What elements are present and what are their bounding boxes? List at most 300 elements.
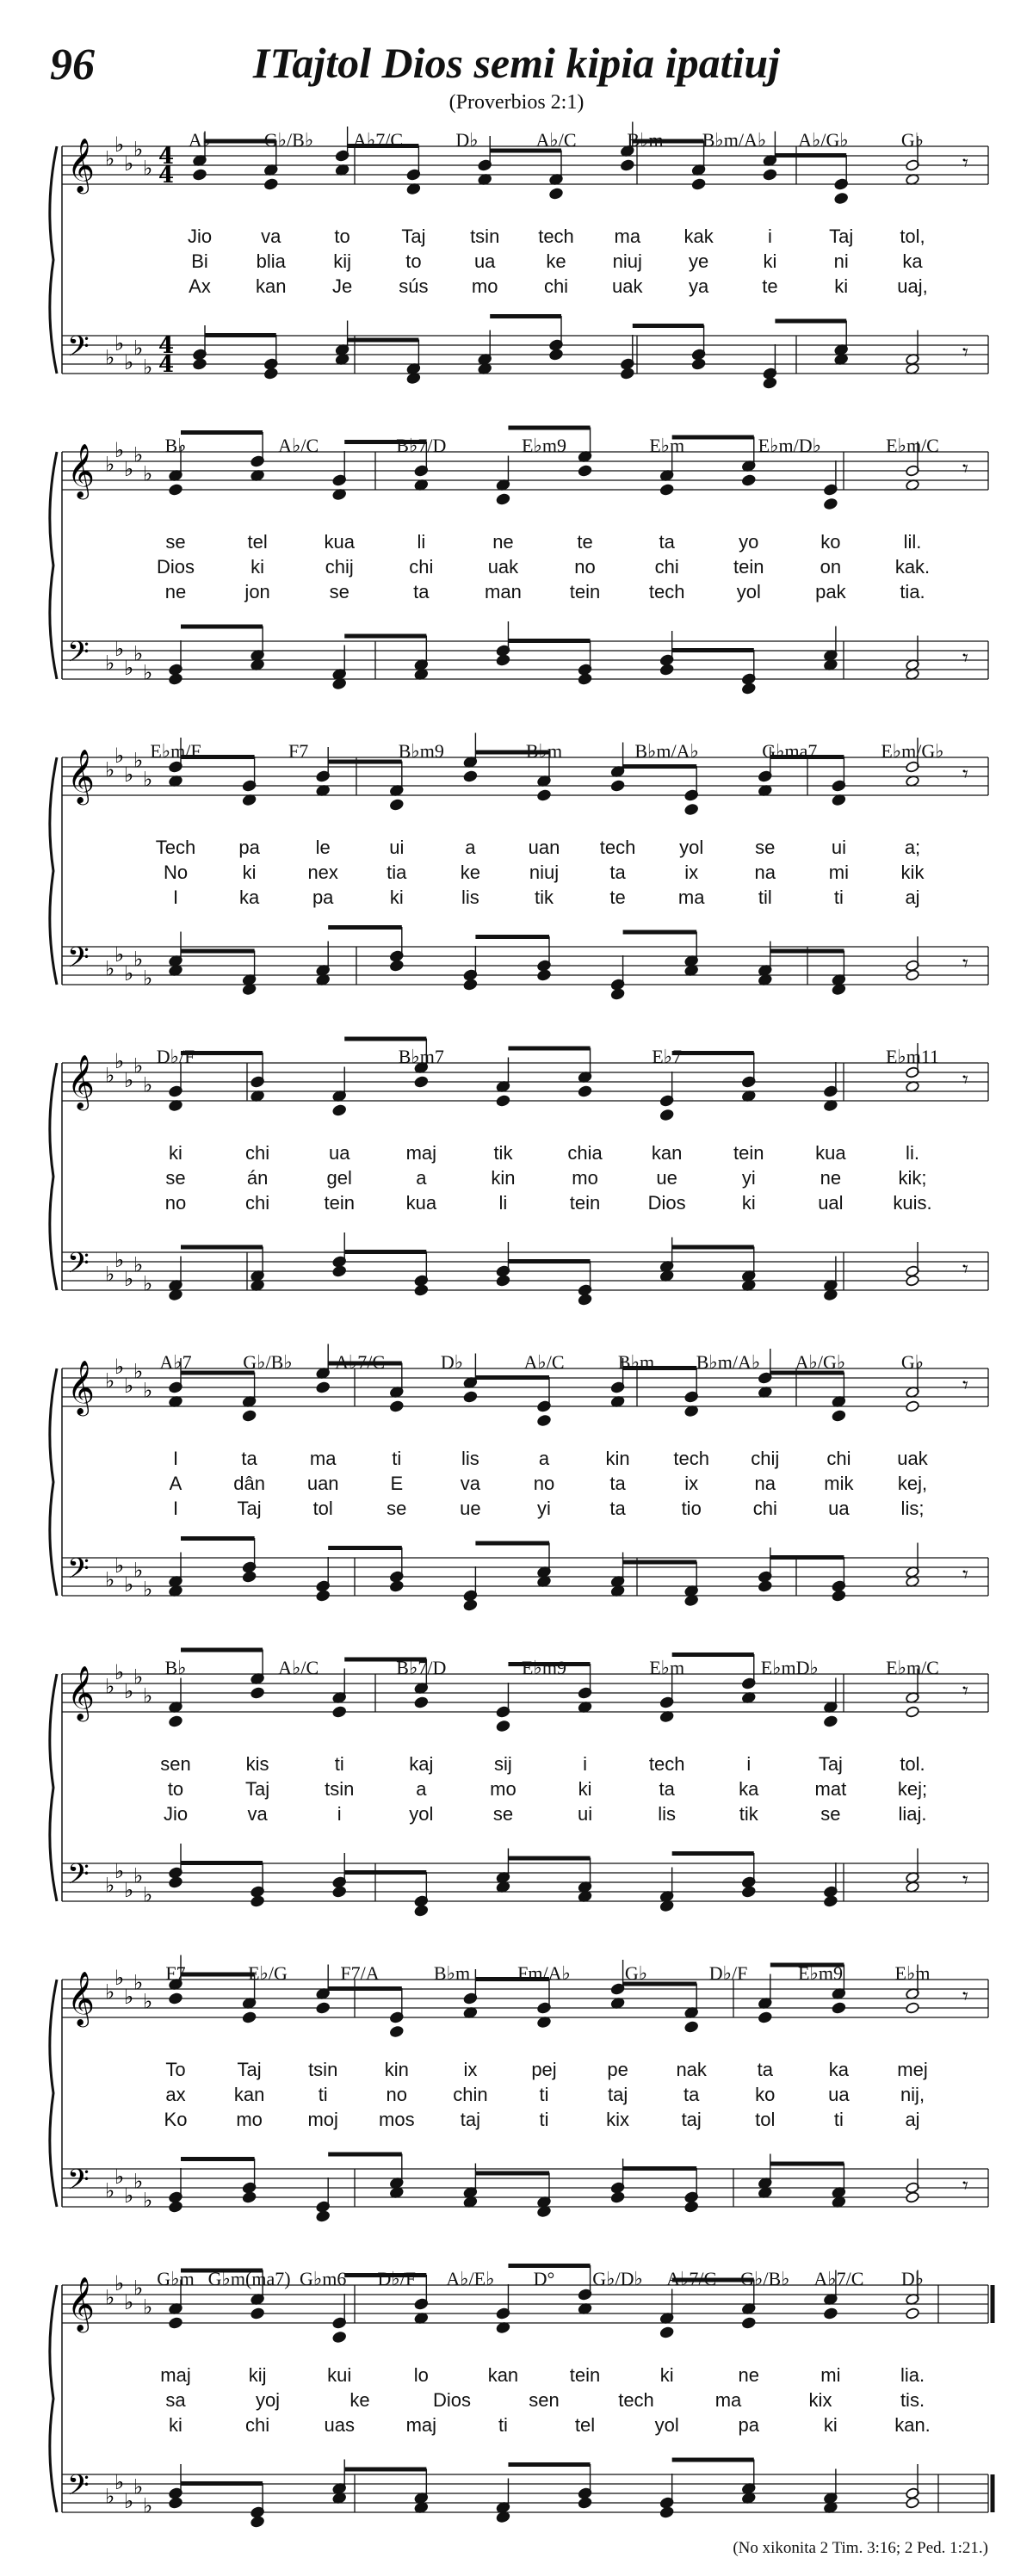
lyric-syllable: moj <box>307 2109 338 2130</box>
lyric-syllable: pa <box>738 2414 760 2436</box>
svg-text:♭: ♭ <box>143 461 153 486</box>
lyric-syllable: taj <box>460 2109 481 2130</box>
chord-symbol: F7 <box>165 1962 186 1984</box>
svg-text:♭: ♭ <box>143 660 153 685</box>
svg-text:♭: ♭ <box>133 1970 144 1995</box>
lyric-syllable: Bi <box>191 250 208 272</box>
lyric-syllable: yol <box>679 837 704 858</box>
lyric-syllable: chi <box>826 1448 851 1469</box>
lyric-syllable: tech <box>538 225 574 247</box>
chord-symbol: A♭/G♭ <box>798 129 849 151</box>
lyric-syllable: a <box>465 837 476 858</box>
chord-symbol: A♭/C <box>278 435 319 456</box>
lyric-syllable: uak <box>612 275 643 297</box>
lyric-syllable: chi <box>654 556 679 578</box>
lyric-syllable: nak <box>676 2059 707 2080</box>
chord-symbol: G♭ <box>900 1351 925 1373</box>
lyric-syllable: kak. <box>894 556 931 578</box>
svg-text:♭: ♭ <box>143 1072 153 1097</box>
lyric-syllable: kik <box>900 862 925 883</box>
chord-symbol: G♭/B♭ <box>740 2268 790 2289</box>
lyric-syllable: ti <box>539 2084 549 2105</box>
bass-clef-icon: 𝄢 <box>67 2469 90 2509</box>
lyric-syllable: ki <box>169 1142 182 1164</box>
lyric-syllable: uan <box>306 1473 339 1494</box>
svg-text:♭: ♭ <box>133 1665 144 1690</box>
bass-clef-icon: 𝄢 <box>67 636 90 676</box>
lyric-syllable: se <box>820 1803 841 1825</box>
eighth-rest-icon: 𝄾 <box>962 1067 968 1093</box>
lyric-syllable: a; <box>904 837 921 858</box>
chord-symbol: A♭/C <box>523 1351 565 1373</box>
svg-text:♭: ♭ <box>105 1368 115 1393</box>
svg-text:♭: ♭ <box>124 2290 134 2314</box>
svg-text:♭: ♭ <box>133 1053 144 1078</box>
eighth-rest-icon: 𝄾 <box>962 951 968 977</box>
lyric-syllable: Taj <box>818 1753 843 1775</box>
svg-text:♭: ♭ <box>114 1660 125 1684</box>
lyric-syllable: chi <box>245 2414 270 2436</box>
chord-symbol: B♭ <box>164 1657 187 1678</box>
eighth-rest-icon: 𝄾 <box>962 2173 968 2199</box>
eighth-rest-icon: 𝄾 <box>962 1678 968 1704</box>
svg-text:♭: ♭ <box>143 2188 153 2213</box>
chord-symbol: E♭m9 <box>798 1962 843 1984</box>
svg-text:♭: ♭ <box>114 2165 125 2189</box>
lyric-syllable: dân <box>233 1473 265 1494</box>
svg-text:♭: ♭ <box>133 1558 144 1583</box>
chord-symbol: G♭ <box>624 1962 648 1984</box>
lyric-syllable: kua <box>324 531 355 553</box>
lyric-syllable: kan. <box>894 2414 931 2436</box>
svg-text:♭: ♭ <box>124 151 134 176</box>
lyric-syllable: tein <box>324 1192 355 1214</box>
lyric-syllable: No <box>163 862 189 883</box>
lyric-syllable: ma <box>614 225 641 247</box>
lyric-syllable: ti <box>498 2414 508 2436</box>
lyric-syllable: maj <box>405 2414 437 2436</box>
lyric-syllable: ya <box>688 275 709 297</box>
lyric-syllable: ta <box>413 581 430 602</box>
svg-text:♭: ♭ <box>114 438 125 462</box>
svg-text:♭: ♭ <box>124 1374 134 1398</box>
lyric-syllable: án <box>246 1167 269 1189</box>
lyric-syllable: chij <box>751 1448 780 1469</box>
lyric-syllable: til <box>758 886 772 908</box>
svg-text:♭: ♭ <box>105 757 115 782</box>
chord-symbol: A♭7/C <box>334 1351 386 1373</box>
lyric-syllable: ti <box>539 2109 549 2130</box>
lyric-syllable: ne <box>492 531 514 553</box>
chord-symbol: G♭ <box>900 129 925 151</box>
svg-text:♭: ♭ <box>105 1873 115 1898</box>
lyric-syllable: kij <box>248 2364 267 2386</box>
lyric-syllable: tis. <box>900 2389 925 2411</box>
lyric-syllable: ne <box>164 581 187 602</box>
lyric-syllable: pa <box>312 886 334 908</box>
svg-text:♭: ♭ <box>105 146 115 171</box>
chord-symbol: E♭m11 <box>885 1046 940 1067</box>
lyric-syllable: I <box>172 1498 179 1519</box>
lyric-syllable: le <box>315 837 331 858</box>
lyric-syllable: ka <box>739 1778 759 1800</box>
treble-clef-icon: 𝄞 <box>67 1971 95 2025</box>
chord-symbol: B♭m9 <box>398 740 444 762</box>
system-4 <box>50 1037 988 1307</box>
lyric-syllable: na <box>754 862 776 883</box>
lyric-syllable: tio <box>681 1498 702 1519</box>
lyric-syllable: ta <box>757 2059 773 2080</box>
lyric-syllable: sen <box>160 1753 191 1775</box>
lyric-syllable: tol, <box>900 225 925 247</box>
chord-symbol: B♭m <box>617 1351 655 1373</box>
lyric-syllable: aj <box>905 886 920 908</box>
chord-symbol: B♭m <box>525 740 563 762</box>
lyric-syllable: ma <box>677 886 705 908</box>
svg-text:♭: ♭ <box>133 748 144 773</box>
lyric-syllable: man <box>485 581 522 602</box>
svg-text:♭: ♭ <box>133 1252 144 1277</box>
treble-clef-icon: 𝄞 <box>67 1360 95 1414</box>
lyric-syllable: Jio <box>187 225 213 247</box>
lyric-syllable: tik <box>493 1142 513 1164</box>
lyric-syllable: aj <box>905 2109 920 2130</box>
lyric-syllable: kui <box>327 2364 352 2386</box>
treble-clef-icon: 𝄞 <box>67 2276 95 2331</box>
svg-text:♭: ♭ <box>114 1049 125 1073</box>
lyric-syllable: a <box>416 1167 427 1189</box>
lyric-syllable: tol <box>312 1498 333 1519</box>
lyric-syllable: sij <box>494 1753 512 1775</box>
svg-text:♭: ♭ <box>124 457 134 481</box>
lyric-syllable: i <box>767 225 772 247</box>
chord-symbol: B♭m/A♭ <box>702 129 767 151</box>
lyric-syllable: tel <box>247 531 268 553</box>
lyric-syllable: sen <box>529 2389 560 2411</box>
lyric-syllable: yo <box>739 531 759 553</box>
lyric-syllable: Ko <box>164 2109 188 2130</box>
lyric-syllable: kua <box>405 1192 437 1214</box>
lyric-syllable: kix <box>606 2109 630 2130</box>
lyric-syllable: se <box>329 581 349 602</box>
lyric-syllable: se <box>755 837 776 858</box>
svg-text:♭: ♭ <box>124 2184 134 2208</box>
treble-clef-icon: 𝄞 <box>67 443 95 497</box>
lyric-syllable: tik <box>535 886 554 908</box>
lyric-syllable: E <box>390 1473 404 1494</box>
system-8 <box>50 2264 993 2528</box>
lyric-syllable: ki <box>251 556 265 578</box>
lyric-syllable: ki <box>741 1192 756 1214</box>
lyric-syllable: ta <box>241 1448 257 1469</box>
lyric-syllable: chia <box>567 1142 603 1164</box>
chord-symbol: B♭m/A♭ <box>634 740 699 762</box>
lyric-syllable: ui <box>831 837 846 858</box>
chord-symbol: B♭m <box>433 1962 471 1984</box>
lyric-syllable: ne <box>820 1167 842 1189</box>
lyric-syllable: tsin <box>308 2059 338 2080</box>
svg-text:♭: ♭ <box>124 2489 134 2513</box>
lyric-syllable: mo <box>572 1167 598 1189</box>
lyric-syllable: ma <box>309 1448 337 1469</box>
chord-symbol: E♭m/F <box>150 740 201 762</box>
eighth-rest-icon: 𝄾 <box>962 456 968 482</box>
lyric-syllable: on <box>820 556 842 578</box>
eighth-rest-icon: 𝄾 <box>962 340 968 366</box>
svg-text:♭: ♭ <box>133 1359 144 1384</box>
svg-text:♭: ♭ <box>143 767 153 792</box>
lyric-syllable: tsin <box>470 225 500 247</box>
lyric-syllable: tein <box>569 2364 601 2386</box>
svg-text:♭: ♭ <box>105 2285 115 2310</box>
chord-symbol: E♭m/G♭ <box>881 740 944 762</box>
lyric-syllable: lis <box>658 1803 677 1825</box>
lyric-syllable: kaj <box>409 1753 434 1775</box>
svg-text:♭: ♭ <box>114 1859 125 1883</box>
lyric-syllable: pak <box>815 581 846 602</box>
lyric-syllable: ki <box>578 1778 592 1800</box>
lyric-syllable: to <box>334 225 350 247</box>
lyric-syllable: ue <box>460 1498 481 1519</box>
lyric-syllable: pa <box>238 837 260 858</box>
bass-clef-icon: 𝄢 <box>67 330 90 370</box>
lyric-syllable: tech <box>618 2389 654 2411</box>
svg-text:♭: ♭ <box>124 1068 134 1092</box>
chord-symbol: A♭ <box>188 129 212 151</box>
lyric-syllable: Dios <box>647 1192 686 1214</box>
svg-text:♭: ♭ <box>105 452 115 477</box>
lyric-syllable: tia <box>387 862 407 883</box>
lyric-syllable: a <box>538 1448 550 1469</box>
lyric-syllable: ki <box>242 862 257 883</box>
lyric-syllable: ki <box>823 2414 838 2436</box>
svg-text:♭: ♭ <box>143 2493 153 2518</box>
lyric-syllable: ta <box>659 1778 675 1800</box>
lyric-syllable: tech <box>673 1448 709 1469</box>
svg-text:♭: ♭ <box>143 1577 153 1602</box>
lyric-syllable: ke <box>349 2389 370 2411</box>
lyric-syllable: yol <box>736 581 761 602</box>
chord-symbol: D♭ <box>440 1351 464 1373</box>
treble-clef-icon: 𝄞 <box>67 138 95 192</box>
lyric-syllable: se <box>492 1803 514 1825</box>
lyric-syllable: niuj <box>612 250 642 272</box>
lyric-syllable: li. <box>906 1142 919 1164</box>
chord-symbol: E♭m/D♭ <box>758 435 821 456</box>
svg-text:♭: ♭ <box>105 1063 115 1088</box>
lyric-syllable: mej <box>897 2059 928 2080</box>
lyric-syllable: pej <box>531 2059 557 2080</box>
chord-symbol: E♭7 <box>652 1046 683 1067</box>
lyric-syllable: pe <box>607 2059 628 2080</box>
lyric-syllable: tein <box>733 1142 764 1164</box>
lyric-syllable: chin <box>453 2084 488 2105</box>
svg-text:♭: ♭ <box>133 2474 144 2499</box>
lyric-syllable: Je <box>331 275 353 297</box>
chord-symbol: B♭m <box>627 129 664 151</box>
lyric-syllable: no <box>164 1192 187 1214</box>
chord-symbol: B♭ <box>164 435 187 456</box>
svg-text:♭: ♭ <box>114 133 125 157</box>
lyric-syllable: ix <box>684 862 699 883</box>
lyric-syllable: va <box>460 1473 481 1494</box>
lyric-syllable: chij <box>325 556 354 578</box>
eighth-rest-icon: 𝄾 <box>962 646 968 671</box>
lyric-syllable: mo <box>236 2109 263 2130</box>
svg-text:♭: ♭ <box>105 1980 115 2005</box>
lyric-syllable: ka <box>238 886 260 908</box>
lyric-syllable: sús <box>399 275 429 297</box>
chord-symbol: B♭7/D <box>396 435 447 456</box>
svg-text:♭: ♭ <box>114 1248 125 1272</box>
svg-text:♭: ♭ <box>143 1882 153 1907</box>
lyric-syllable: mos <box>379 2109 415 2130</box>
chord-symbol: D♭/F <box>708 1962 748 1984</box>
lyric-syllable: te <box>609 886 626 908</box>
chord-symbol: E♭m <box>649 1657 685 1678</box>
svg-text:♭: ♭ <box>143 1271 153 1296</box>
lyric-syllable: ki <box>659 2364 674 2386</box>
lyric-syllable: ue <box>656 1167 677 1189</box>
lyric-syllable: To <box>165 2059 186 2080</box>
lyric-syllable: va <box>247 1803 268 1825</box>
bass-clef-icon: 𝄢 <box>67 1247 90 1287</box>
lyric-syllable: i <box>583 1753 587 1775</box>
lyric-syllable: ki <box>834 275 849 297</box>
lyric-syllable: maj <box>405 1142 437 1164</box>
lyric-syllable: mo <box>471 275 498 297</box>
lyric-syllable: uak <box>487 556 519 578</box>
lyric-syllable: Taj <box>401 225 426 247</box>
lyric-syllable: chi <box>543 275 569 297</box>
svg-text:♭: ♭ <box>114 744 125 768</box>
lyric-syllable: a <box>416 1778 427 1800</box>
lyric-syllable: Taj <box>245 1778 270 1800</box>
lyric-syllable: te <box>577 531 593 553</box>
lyric-syllable: blia <box>256 250 286 272</box>
svg-text:♭: ♭ <box>133 641 144 666</box>
lyric-syllable: chi <box>752 1498 777 1519</box>
lyric-syllable: taj <box>681 2109 702 2130</box>
lyric-syllable: ix <box>463 2059 478 2080</box>
chord-symbol: G♭m <box>157 2268 195 2289</box>
lyric-syllable: I <box>172 1448 179 1469</box>
lyric-syllable: tol <box>755 2109 776 2130</box>
lyric-syllable: yol <box>409 1803 434 1825</box>
chord-symbol: A♭7 <box>159 1351 192 1373</box>
lyric-syllable: taj <box>607 2084 628 2105</box>
lyric-syllable: chi <box>245 1142 270 1164</box>
eighth-rest-icon: 𝄾 <box>962 1257 968 1282</box>
lyric-syllable: se <box>165 1167 186 1189</box>
svg-text:♭: ♭ <box>105 1567 115 1592</box>
lyric-syllable: no <box>533 1473 555 1494</box>
scripture-reference: (Proverbios 2:1) <box>448 91 585 114</box>
svg-text:♭: ♭ <box>114 331 125 355</box>
lyric-syllable: lia. <box>900 2364 925 2386</box>
lyric-syllable: kix <box>808 2389 832 2411</box>
lyric-syllable: ye <box>688 250 709 272</box>
lyric-syllable: ko <box>820 531 841 553</box>
lyric-syllable: ki <box>169 2414 182 2436</box>
treble-clef-icon: 𝄞 <box>67 749 95 803</box>
chord-symbol: G♭/B♭ <box>263 129 314 151</box>
lyric-syllable: ki <box>763 250 777 272</box>
lyric-syllable: no <box>386 2084 408 2105</box>
bass-clef-icon: 𝄢 <box>67 2164 90 2203</box>
lyric-syllable: kej, <box>897 1473 928 1494</box>
lyric-syllable: I <box>172 886 179 908</box>
lyric-syllable: lil. <box>903 531 922 553</box>
chord-symbol: G♭/D♭ <box>592 2268 643 2289</box>
lyric-syllable: Ax <box>189 275 211 297</box>
time-signature: 4 <box>158 352 175 378</box>
lyric-syllable: kin <box>384 2059 409 2080</box>
lyric-syllable: ua <box>828 1498 850 1519</box>
lyric-syllable: li <box>417 531 426 553</box>
chord-symbol: G♭/B♭ <box>243 1351 293 1373</box>
lyric-syllable: va <box>261 225 281 247</box>
svg-text:♭: ♭ <box>114 1966 125 1990</box>
chord-symbol: B♭7/D <box>396 1657 447 1678</box>
lyric-syllable: ta <box>659 531 675 553</box>
lyric-syllable: ki <box>389 886 404 908</box>
lyric-syllable: ti <box>833 2109 844 2130</box>
lyric-syllable: no <box>574 556 596 578</box>
chord-symbol: E♭m <box>894 1962 931 1984</box>
system-6 <box>50 1648 988 1918</box>
lyric-syllable: kuis. <box>893 1192 932 1214</box>
lyric-syllable: ti <box>318 2084 328 2105</box>
lyric-syllable: ui <box>389 837 405 858</box>
lyric-syllable: ti <box>392 1448 402 1469</box>
lyric-syllable: uan <box>528 837 560 858</box>
lyric-syllable: ne <box>738 2364 760 2386</box>
lyric-syllable: Dios <box>432 2389 472 2411</box>
lyric-syllable: tol. <box>900 1753 925 1775</box>
chord-symbol: Fm/A♭ <box>517 1962 571 1984</box>
chord-symbol: G♭ma7 <box>762 740 818 762</box>
hymn-title: ITajtol Dios semi kipia ipatiuj <box>252 39 781 87</box>
lyric-syllable: ke <box>460 862 481 883</box>
svg-text:♭: ♭ <box>105 956 115 981</box>
lyric-syllable: maj <box>160 2364 191 2386</box>
eighth-rest-icon: 𝄾 <box>962 1562 968 1588</box>
svg-text:♭: ♭ <box>124 1679 134 1703</box>
svg-text:♭: ♭ <box>143 1378 153 1403</box>
chord-symbol: E♭m9 <box>522 435 566 456</box>
svg-text:♭: ♭ <box>105 2484 115 2509</box>
eighth-rest-icon: 𝄾 <box>962 762 968 788</box>
lyric-syllable: lis <box>461 1448 479 1469</box>
svg-text:♭: ♭ <box>124 350 134 374</box>
lyric-syllable: ta <box>609 1473 626 1494</box>
chord-symbol: E♭m/C <box>886 1657 939 1678</box>
lyric-syllable: niuj <box>529 862 560 883</box>
lyric-syllable: tech <box>648 1753 685 1775</box>
lyric-syllable: kin <box>491 1167 516 1189</box>
chord-symbol: A♭/E♭ <box>446 2268 495 2289</box>
lyric-syllable: Taj <box>829 225 854 247</box>
svg-text:♭: ♭ <box>114 1554 125 1578</box>
svg-text:♭: ♭ <box>114 2470 125 2494</box>
svg-text:♭: ♭ <box>124 1572 134 1597</box>
lyric-syllable: tein <box>569 1192 601 1214</box>
treble-clef-icon: 𝄞 <box>67 1665 95 1720</box>
chord-symbol: D♭/F <box>156 1046 195 1067</box>
lyric-syllable: li <box>498 1192 508 1214</box>
lyric-syllable: Taj <box>237 1498 262 1519</box>
